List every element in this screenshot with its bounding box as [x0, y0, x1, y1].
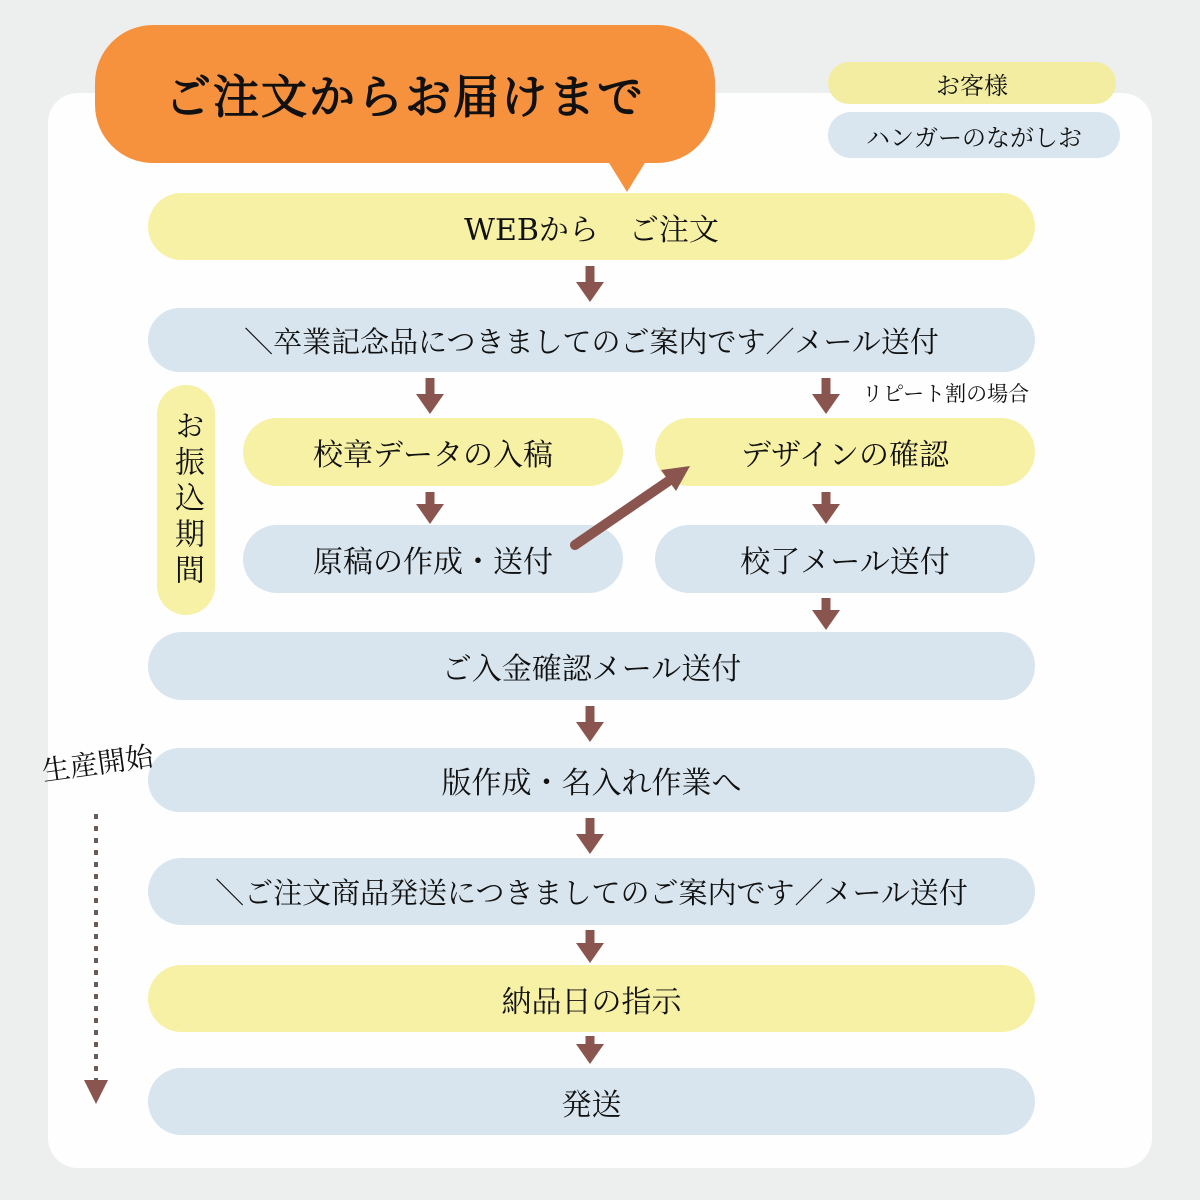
- step-delivery-date: 納品日の指示: [148, 965, 1035, 1032]
- title-bubble: [95, 25, 715, 163]
- step-proof-mail: 校了メール送付: [655, 525, 1035, 593]
- step-draft-send: 原稿の作成・送付: [243, 525, 623, 593]
- legend-customer: お客様: [828, 62, 1116, 104]
- step-plate-work: 版作成・名入れ作業へ: [148, 748, 1035, 812]
- step-payment-mail: ご入金確認メール送付: [148, 632, 1035, 700]
- page-title: ご注文からお届けまで: [165, 70, 645, 124]
- step-shipping: 発送: [148, 1068, 1035, 1135]
- step-mail-shipping: ＼ご注文商品発送につきましてのご案内です／メール送付: [148, 858, 1035, 925]
- label-production-start: 生産開始: [39, 739, 156, 788]
- step-emblem-data: 校章データの入稿: [243, 418, 623, 486]
- legend-shop: ハンガーのながしお: [828, 112, 1120, 158]
- step-design-check: デザインの確認: [655, 418, 1035, 486]
- label-repeat-discount: リピート割の場合: [862, 382, 1030, 406]
- title-bubble-tail: [606, 158, 648, 192]
- label-transfer-period: お振込期間: [157, 385, 215, 615]
- step-web-order: WEBから ご注文: [148, 193, 1035, 260]
- step-mail-graduation: ＼卒業記念品につきましてのご案内です／メール送付: [148, 308, 1035, 372]
